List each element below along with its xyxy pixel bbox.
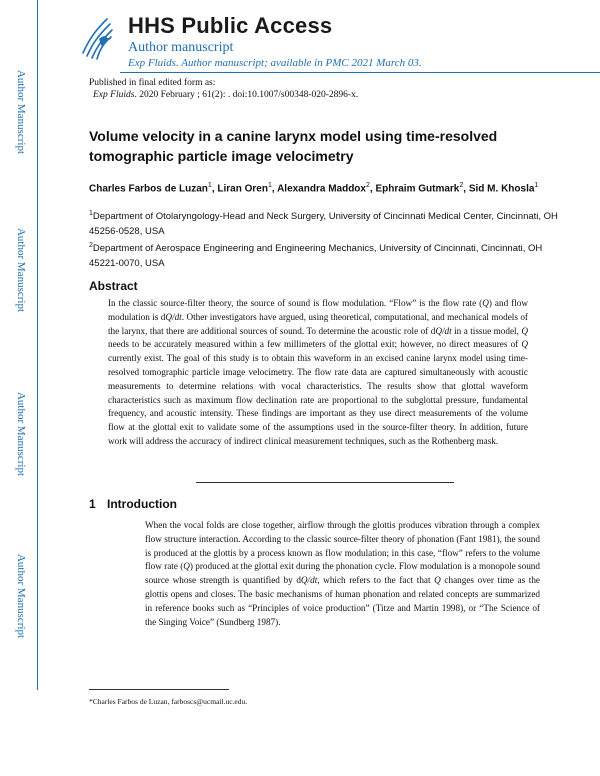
- side-label-author-manuscript: Author Manuscript: [15, 391, 27, 477]
- citation-journal: Exp Fluids: [93, 90, 135, 100]
- side-label-author-manuscript: Author Manuscript: [15, 227, 27, 313]
- side-label-author-manuscript: Author Manuscript: [15, 69, 27, 155]
- side-label-author-manuscript: Author Manuscript: [15, 553, 27, 639]
- citation-details: . 2020 February ; 61(2): . doi:10.1007/s00348-020-2896-x.: [134, 90, 359, 100]
- introduction-text: When the vocal folds are close together, airflow through the glottis produces vibration through a complex flow structure interaction. According to the classic source-filter theory of phonation (Fant 1981), the sound is produced at the glottis by a process known as flow modulation; in this case, “flow” refers to the volume flow rate (Q) produced at the glottal exit during the phonation cycle. Flow modulation is a monopole sound source whose strength is quantified by dQ/dt, which refers to the fact that Q changes over time as the glottis opens and closes. The basic mechanisms of human phonation and related concepts are summarized in reference books such as “Principles of voice production” (Titze and Martin 1998), or “The Science of the Singing Voice” (Sundberg 1987).: [145, 520, 541, 627]
- affiliation: $^2$Department of Aerospace Engineering and Engineering Mechanics, University of Cincinnati, Cincinnati, OH 45221-0070, USA: [89, 242, 543, 270]
- header-title: HHS Public Access: [128, 13, 333, 38]
- author-name: Liran Oren: [217, 183, 268, 195]
- header-subtitle: Author manuscript: [128, 40, 234, 55]
- author-name: Charles Farbos de Luzan: [89, 183, 208, 195]
- section-divider: [196, 482, 454, 483]
- section-heading-introduction: 1 Introduction: [89, 497, 177, 511]
- abstract-heading: Abstract: [89, 279, 138, 293]
- footnote: *Charles Farbos de Luzan, farboscs@ucmail.uc.edu.: [89, 697, 248, 706]
- affiliation: $^1$Department of Otolaryngology-Head and Neck Surgery, University of Cincinnati Medical Center, Cincinnati, OH 45256-0528, USA: [89, 210, 558, 238]
- published-label: Published in final edited form as:: [89, 78, 216, 88]
- header-rule: [120, 72, 600, 73]
- author-name: Sid M. Khosla: [468, 183, 535, 195]
- footnote-rule: [89, 689, 229, 690]
- abstract-text: In the classic source-filter theory, the source of sound is flow modulation. “Flow” is the flow rate (Q) and flow modulation is dQ/dt. Other investigators have argued, using theoretical, computational, and mechanical models of the larynx, that there are additional sources of sound. To determine the acoustic role of dQ/dt in a tissue model, Q needs to be accurately measured within a few millimeters of the glottal exit; however, no direct measures of Q currently exist. The goal of this study is to obtain this waveform in an excised canine larynx model using time-resolved tomographic particle image velocimetry. The flow rate data are captured simultaneously with acoustic measurements to determine relations with vocal characteristics. The results show that glottal waveform characteristics such as maximum flow declination rate are proportional to the subglottal pressure, fundamental frequency, and acoustic intensity. These findings are important as they use direct measurements of the volume flow at the glottal exit to validate some of the assumptions used in the source-filter theory. In addition, future work will address the accuracy of indirect clinical measurement techniques, such as the Rothenberg mask.: [108, 298, 529, 446]
- author-name: Alexandra Maddox: [277, 183, 366, 195]
- paper-title: Volume velocity in a canine larynx model using time-resolved tomographic particle image velocimetry: [89, 128, 498, 164]
- hhs-eagle-logo-icon: [77, 13, 115, 63]
- author-name: Ephraim Gutmark: [375, 183, 460, 195]
- author-list: Charles Farbos de Luzan$^1$, Liran Oren$^1$, Alexandra Maddox$^2$, Ephraim Gutmark$^2$, Sid M. Khosla$^1$: [89, 182, 539, 195]
- header-journal-line: Exp Fluids. Author manuscript; available in PMC 2021 March 03.: [128, 57, 422, 69]
- citation: [93, 90, 358, 100]
- margin-rule: [37, 0, 38, 690]
